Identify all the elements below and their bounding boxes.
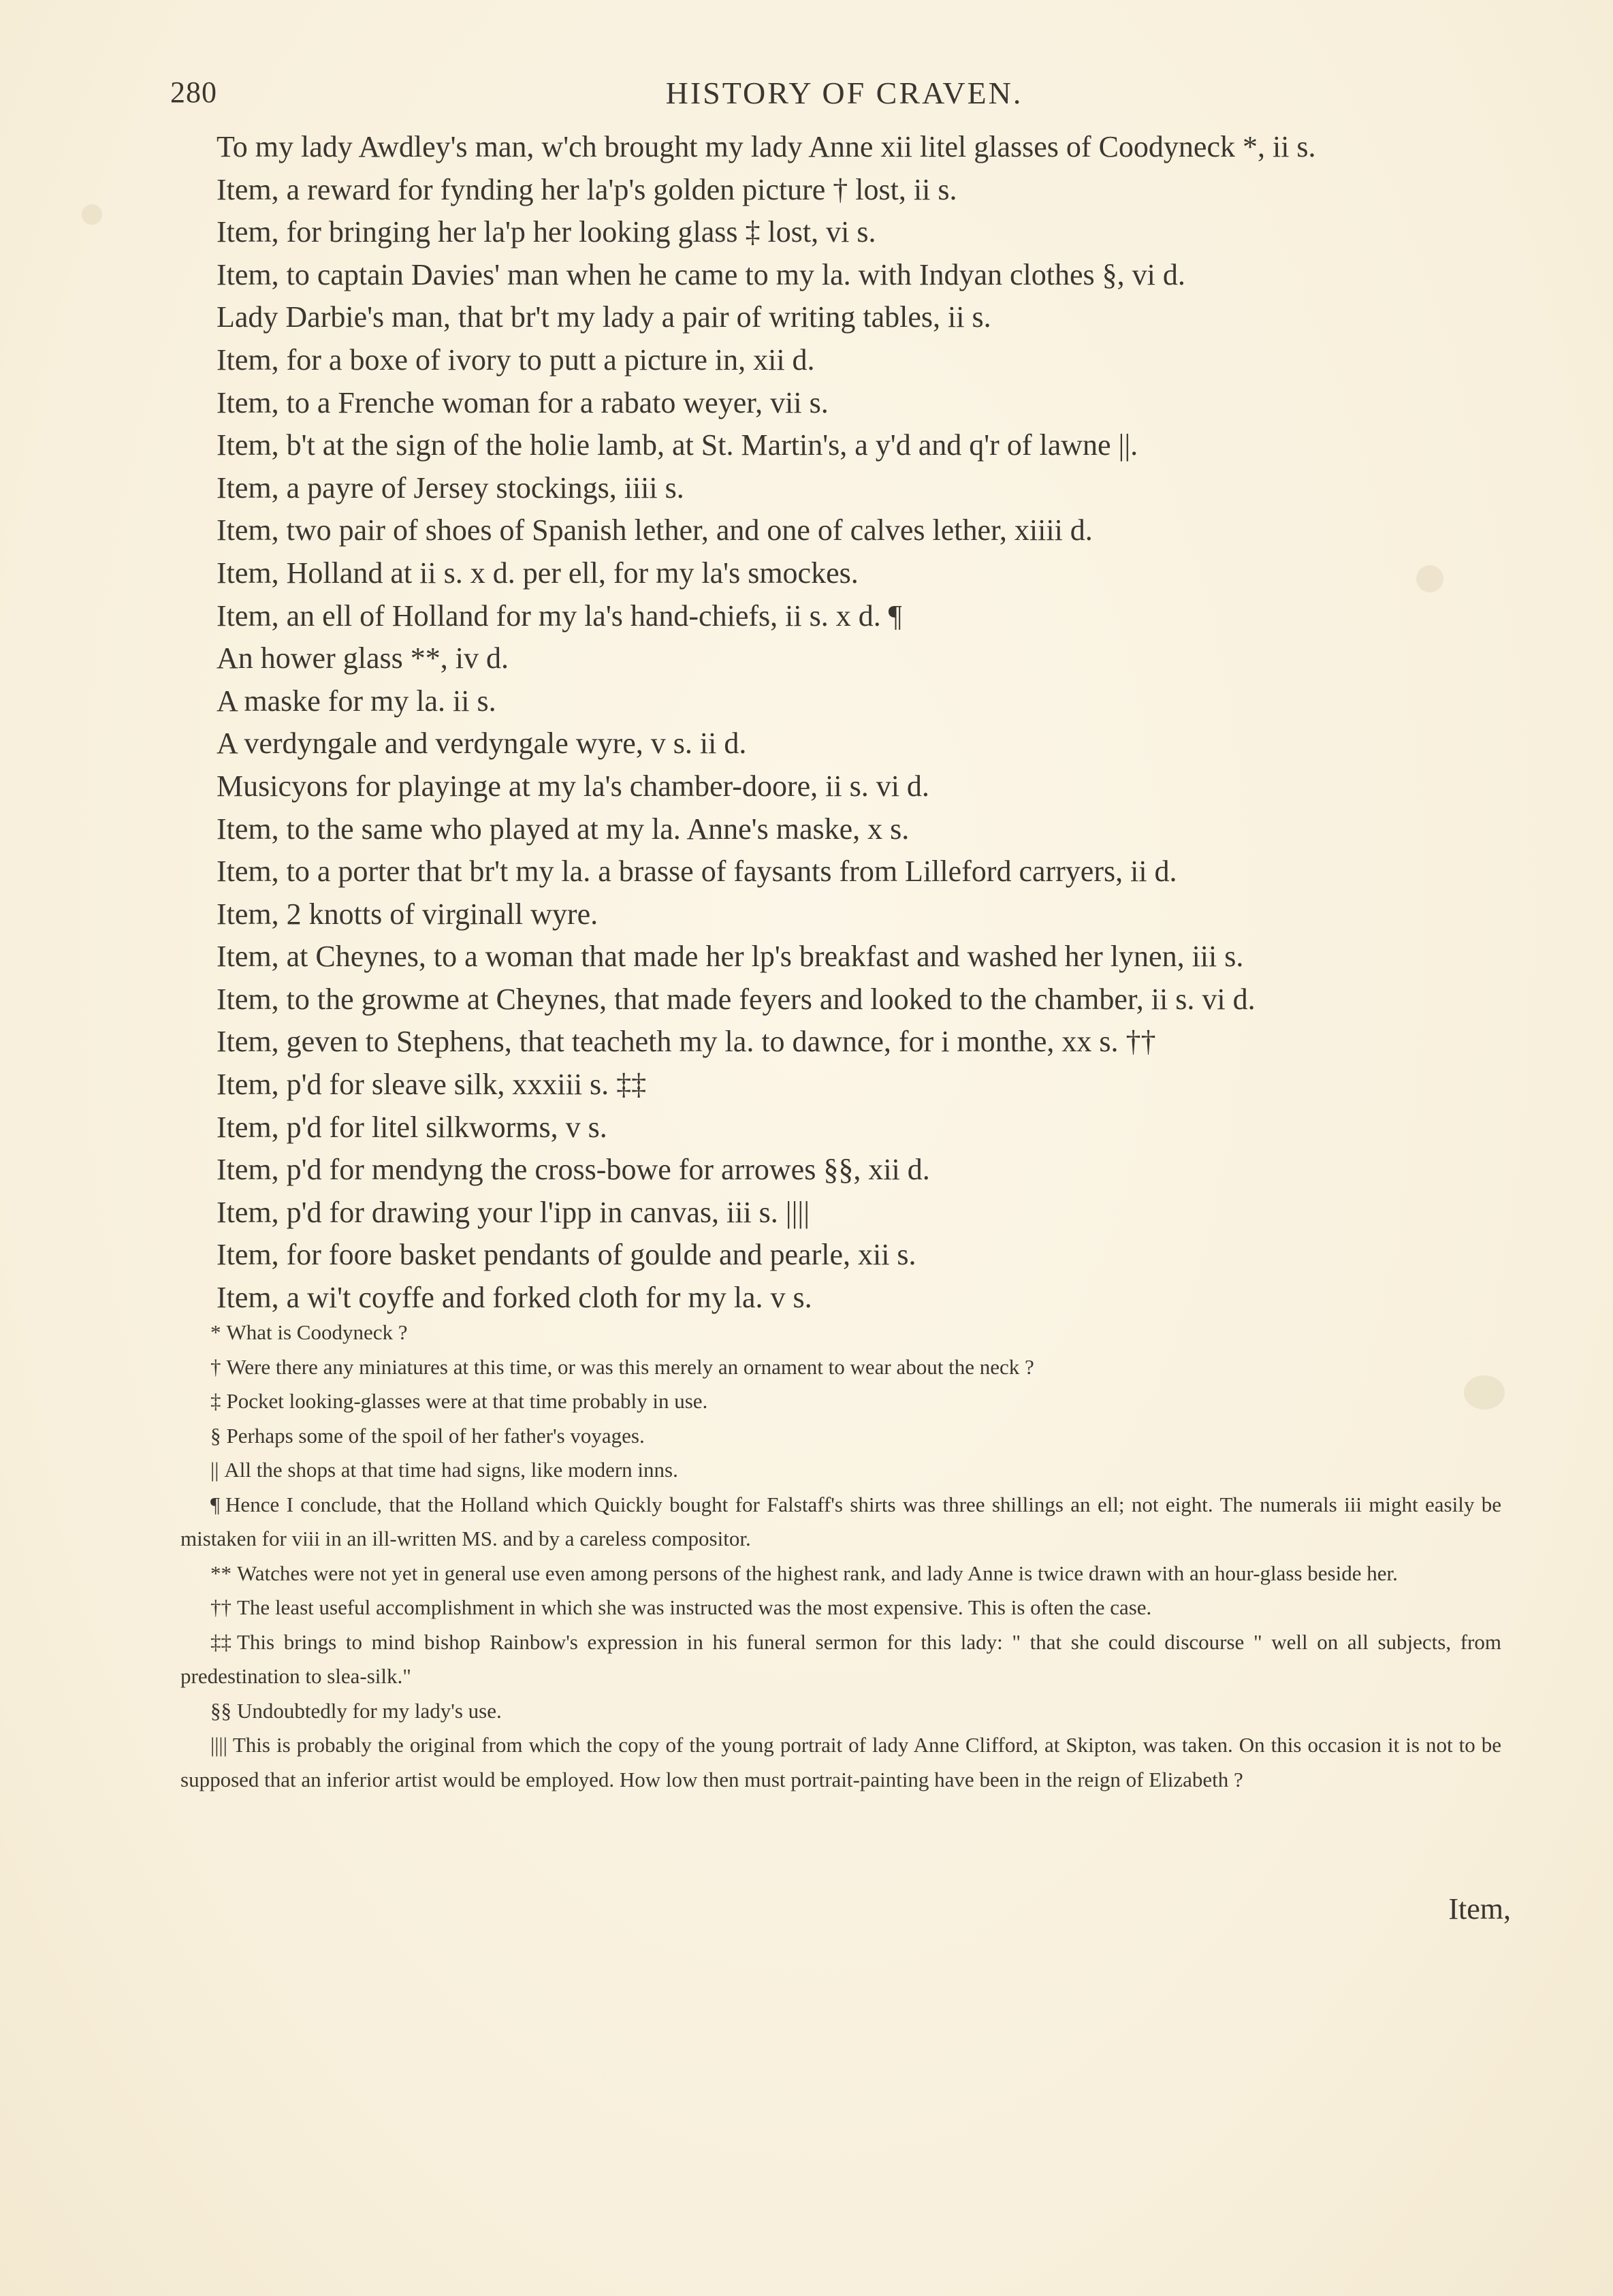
footnote — [180, 1728, 1501, 1797]
account-entry: A maske for my la. ii s. — [217, 684, 496, 718]
footnotes — [180, 1316, 1501, 1797]
account-entry: Item, Holland at ii s. x d. per ell, for my la's smockes. — [217, 556, 859, 590]
account-entry: Item, a reward for fynding her la'p's golden picture † lost, ii s. — [217, 172, 957, 206]
footnote-mark: ‡‡ — [210, 1629, 231, 1654]
footnote-text: Were there any miniatures at this time, or was this merely an ornament to wear about the neck ? — [226, 1354, 1034, 1379]
account-entry: Item, b't at the sign of the holie lamb, at St. Martin's, a y'd and q'r of lawne ||. — [217, 428, 1138, 462]
footnote-mark: |||| — [210, 1733, 227, 1757]
footnote-mark: ‡ — [210, 1389, 221, 1413]
account-entry: Lady Darbie's man, that br't my lady a pair of writing tables, ii s. — [217, 300, 991, 334]
account-entry: Item, p'd for drawing your l'ipp in canvas, iii s. |||| — [217, 1195, 810, 1229]
footnote-mark: † — [210, 1354, 221, 1379]
account-entry: An hower glass **, iv d. — [217, 641, 509, 675]
footnote-mark: ** — [210, 1561, 231, 1585]
page-number: 280 — [170, 76, 217, 109]
footnote-text: Perhaps some of the spoil of her father's voyages. — [226, 1423, 645, 1448]
footnote-text: What is Coodyneck ? — [226, 1320, 408, 1344]
account-entries — [217, 126, 1537, 1320]
catchword: Item, — [1448, 1892, 1511, 1926]
account-entry: Item, two pair of shoes of Spanish lether, and one of calves lether, xiiii d. — [217, 513, 1093, 547]
account-entry: Item, an ell of Holland for my la's hand-chiefs, ii s. x d. ¶ — [217, 599, 902, 633]
footnote — [180, 1694, 1501, 1729]
footnote-mark: †† — [210, 1595, 231, 1619]
account-entry: Item, to a porter that br't my la. a brasse of faysants from Lilleford carryers, ii d. — [217, 855, 1177, 889]
footnote-mark: || — [210, 1458, 219, 1482]
footnote — [180, 1557, 1501, 1591]
account-entry: Item, to a Frenche woman for a rabato weyer, vii s. — [217, 385, 829, 419]
account-entry: Item, to the growme at Cheynes, that made feyers and looked to the chamber, ii s. vi d. — [217, 982, 1256, 1016]
footnote-text: Watches were not yet in general use even among persons of the highest rank, and lady Anne is twice drawn with an hour-glass beside her. — [237, 1561, 1398, 1585]
footnote — [180, 1488, 1501, 1557]
footnote — [180, 1316, 1501, 1350]
account-entry: Item, p'd for sleave silk, xxxiii s. ‡‡ — [217, 1068, 647, 1102]
footnote-text: All the shops at that time had signs, like modern inns. — [224, 1458, 678, 1482]
account-entry: Item, for bringing her la'p her looking glass ‡ lost, vi s. — [217, 215, 876, 249]
footnote-mark: § — [210, 1423, 221, 1448]
footnote-text: Hence I conclude, that the Holland which Quickly bought for Falstaff's shirts was three shillings an ell; not eight. The numerals iii might easily be mistaken for viii in an ill-written MS. and by a careless compositor. — [180, 1492, 1501, 1550]
footnote-text: Pocket looking-glasses were at that time probably in use. — [226, 1389, 708, 1413]
footnote-mark: * — [210, 1320, 221, 1344]
account-entry: To my lady Awdley's man, w'ch brought my lady Anne xii litel glasses of Coodyneck *, ii s. — [217, 130, 1316, 163]
footnote — [180, 1591, 1501, 1625]
footnote-text: The least useful accomplishment in which she was instructed was the most expensive. This is often the case. — [237, 1595, 1152, 1619]
footnote — [180, 1350, 1501, 1385]
account-entry: Musicyons for playinge at my la's chamber-doore, ii s. vi d. — [217, 769, 929, 803]
account-entry: Item, to captain Davies' man when he came to my la. with Indyan clothes §, vi d. — [217, 257, 1185, 291]
account-entry: Item, at Cheynes, to a woman that made her lp's breakfast and washed her lynen, iii s. — [217, 940, 1244, 974]
account-entry: Item, a wi't coyffe and forked cloth for my la. v s. — [217, 1281, 812, 1315]
footnote-mark: §§ — [210, 1698, 231, 1723]
account-entry: Item, 2 knotts of virginall wyre. — [217, 897, 598, 931]
footnote — [180, 1453, 1501, 1488]
account-entry: Item, p'd for litel silkworms, v s. — [217, 1110, 607, 1144]
footnote-text: This is probably the original from which the copy of the young portrait of lady Anne Clifford, at Skipton, was taken. On this occasion it is not to be supposed that an inferior artist would be employed. How low then must portrait-painting have been in the reign of Elizabeth ? — [180, 1733, 1501, 1791]
footnote-text: Undoubtedly for my lady's use. — [237, 1698, 502, 1723]
footnote-mark: ¶ — [210, 1492, 221, 1516]
paper-stain — [82, 204, 102, 225]
account-entry: Item, for a boxe of ivory to putt a picture in, xii d. — [217, 342, 815, 377]
account-entry: A verdyngale and verdyngale wyre, v s. ii d. — [217, 727, 747, 761]
page-header — [170, 75, 1518, 116]
footnote — [180, 1419, 1501, 1454]
footnote — [180, 1625, 1501, 1694]
account-entry: Item, a payre of Jersey stockings, iiii s. — [217, 471, 684, 505]
account-entry: Item, for foore basket pendants of goulde and pearle, xii s. — [217, 1238, 916, 1272]
account-entry: Item, geven to Stephens, that teacheth my la. to dawnce, for i monthe, xx s. †† — [217, 1025, 1156, 1059]
account-entry: Item, to the same who played at my la. Anne's maske, x s. — [217, 812, 910, 846]
account-entry: Item, p'd for mendyng the cross-bowe for arrowes §§, xii d. — [217, 1153, 930, 1187]
footnote — [180, 1384, 1501, 1419]
footnote-text: This brings to mind bishop Rainbow's expression in his funeral sermon for this lady: " that she could discourse " well on all subjects, from predestination to slea-silk." — [180, 1629, 1501, 1688]
running-title: HISTORY OF CRAVEN. — [665, 76, 1023, 110]
